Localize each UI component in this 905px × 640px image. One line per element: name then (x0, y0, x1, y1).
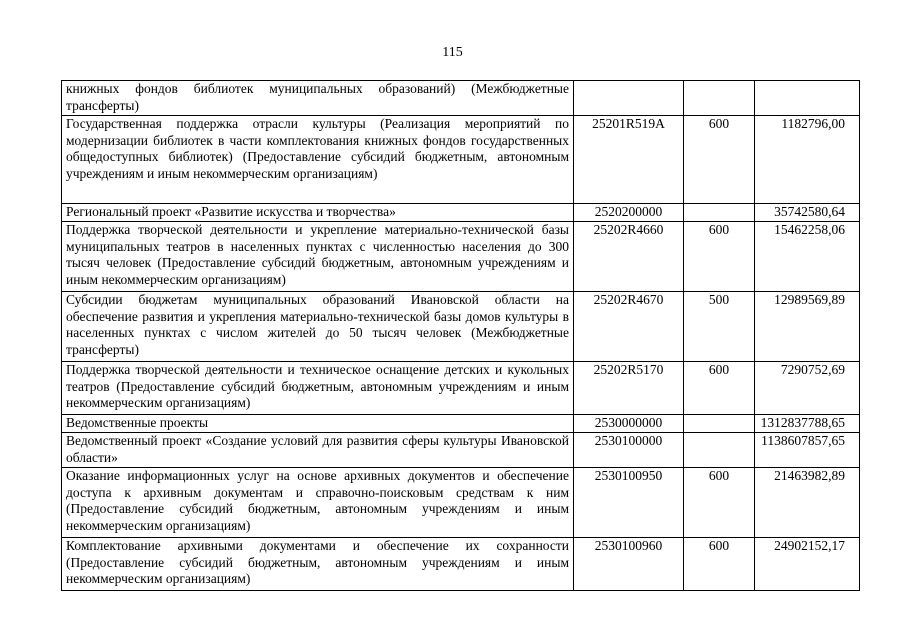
row-type-cell: 600 (684, 538, 755, 591)
row-type-cell: 500 (684, 292, 755, 362)
row-name-cell: Ведомственный проект «Создание условий для развития сферы культуры Ивановской области» (62, 433, 574, 468)
row-code-cell: 2530100960 (574, 538, 684, 591)
row-name-cell: Поддержка творческой деятельности и укрепление материально-технической базы муниципальных театров в населенных пунктах с численностью населения до 300 тысяч человек (Предоставление субсидий бюджетным, автономным учреждениям и иным некоммерческим организациям) (62, 222, 574, 292)
table-row (62, 204, 860, 222)
row-type-cell (684, 415, 755, 433)
row-sum-cell: 12989569,89 (755, 292, 860, 362)
table-row (62, 538, 860, 591)
row-sum-cell: 21463982,89 (755, 468, 860, 538)
row-type-cell (684, 204, 755, 222)
row-code-cell: 25202R4660 (574, 222, 684, 292)
row-type-cell: 600 (684, 222, 755, 292)
row-code-cell: 2530100950 (574, 468, 684, 538)
row-name-cell: Ведомственные проекты (62, 415, 574, 433)
row-code-cell: 2530100000 (574, 433, 684, 468)
table-row (62, 222, 860, 292)
row-type-cell: 600 (684, 116, 755, 204)
row-name-cell: Оказание информационных услуг на основе архивных документов и обеспечение доступа к архивным документам и справочно-поисковым средствам к ним (Предоставление субсидий бюджетным, автономным учреждениям и иным некоммерческим организациям) (62, 468, 574, 538)
table-row (62, 468, 860, 538)
row-code-cell: 2530000000 (574, 415, 684, 433)
row-sum-cell: 15462258,06 (755, 222, 860, 292)
table-row (62, 116, 860, 204)
row-type-cell (684, 81, 755, 116)
row-name-cell: Субсидии бюджетам муниципальных образований Ивановской области на обеспечение развития и укрепления материально-технической базы домов культуры в населенных пунктах с числом жителей до 50 тысяч человек (Межбюджетные трансферты) (62, 292, 574, 362)
row-name-cell: книжных фондов библиотек муниципальных образований) (Межбюджетные трансферты) (62, 81, 574, 116)
row-type-cell: 600 (684, 362, 755, 415)
row-type-cell: 600 (684, 468, 755, 538)
row-sum-cell: 35742580,64 (755, 204, 860, 222)
row-sum-cell: 1182796,00 (755, 116, 860, 204)
row-type-cell (684, 433, 755, 468)
table-row (62, 433, 860, 468)
table-row (62, 292, 860, 362)
row-name-cell: Комплектование архивными документами и обеспечение их сохранности (Предоставление субсидий бюджетным, автономным учреждениям и иным некоммерческим организациям) (62, 538, 574, 591)
row-sum-cell (755, 81, 860, 116)
row-name-cell: Государственная поддержка отрасли культуры (Реализация мероприятий по модернизации библиотек в части комплектования книжных фондов государственных общедоступных библиотек) (Предоставление субсидий бюджетным, автономным учреждениям и иным некоммерческим организациям) (62, 116, 574, 204)
row-code-cell: 25202R4670 (574, 292, 684, 362)
row-code-cell: 25202R5170 (574, 362, 684, 415)
budget-table (61, 80, 860, 591)
row-sum-cell: 1312837788,65 (755, 415, 860, 433)
row-sum-cell: 7290752,69 (755, 362, 860, 415)
row-code-cell (574, 81, 684, 116)
row-name-cell: Региональный проект «Развитие искусства и творчества» (62, 204, 574, 222)
row-code-cell: 2520200000 (574, 204, 684, 222)
row-code-cell: 25201R519A (574, 116, 684, 204)
table-row (62, 81, 860, 116)
row-name-cell: Поддержка творческой деятельности и техническое оснащение детских и кукольных театров (Предоставление субсидий бюджетным, автономным учреждениям и иным некоммерческим организациям) (62, 362, 574, 415)
row-sum-cell: 1138607857,65 (755, 433, 860, 468)
table-row (62, 415, 860, 433)
table-row (62, 362, 860, 415)
page-number: 115 (442, 45, 463, 60)
row-sum-cell: 24902152,17 (755, 538, 860, 591)
